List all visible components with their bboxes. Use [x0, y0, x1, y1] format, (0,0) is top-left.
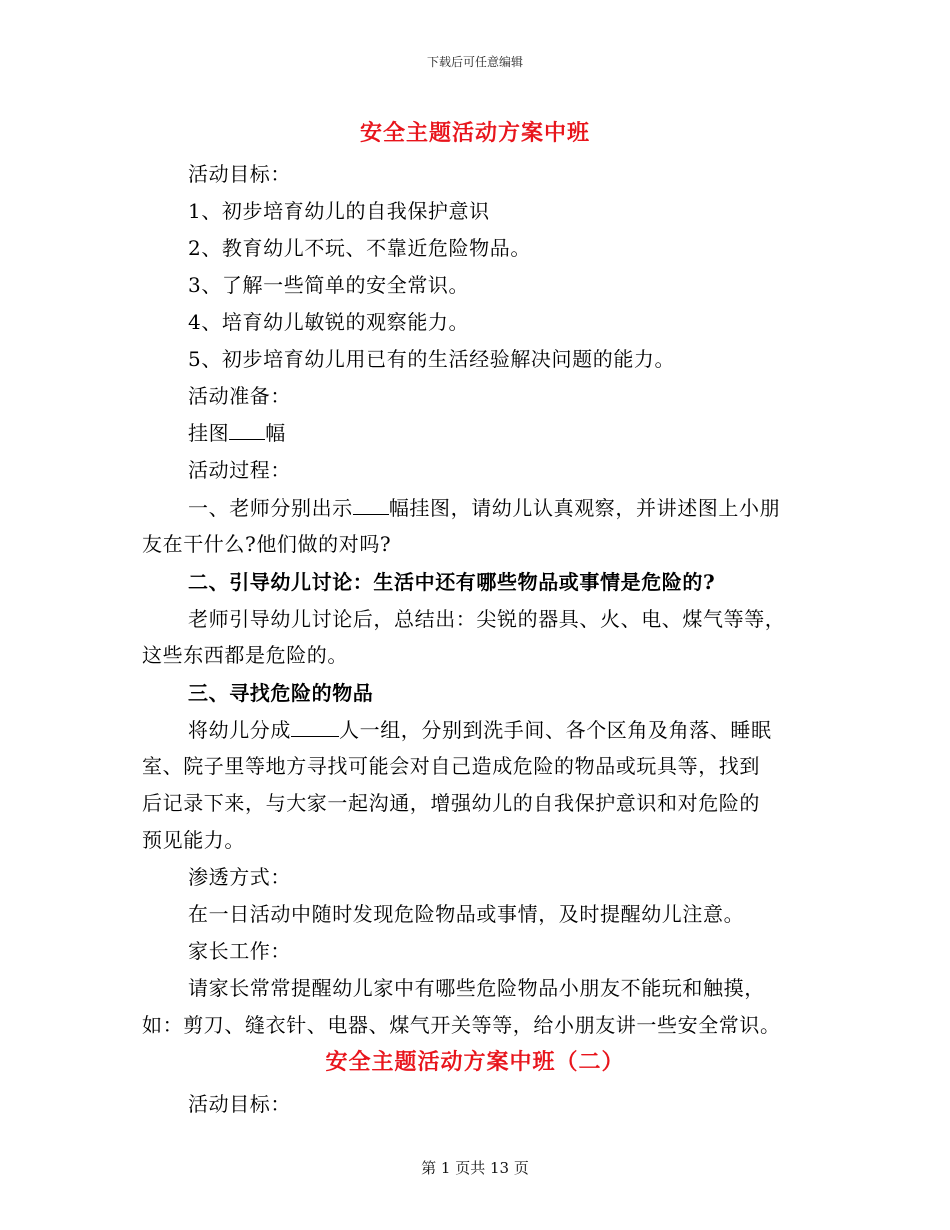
process-heading: 活动过程：	[188, 458, 291, 482]
goal-item: 4、培育幼儿敏锐的观察能力。	[188, 310, 470, 334]
prep-item-unit: 幅	[265, 421, 286, 445]
document-title: 安全主题活动方案中班	[359, 120, 590, 146]
fill-blank	[291, 719, 339, 737]
parent-heading: 家长工作：	[188, 939, 291, 963]
parent-line1: 请家长常常提醒幼儿家中有哪些危险物品小朋友不能玩和触摸，	[188, 976, 765, 1000]
page-header-note: 下载后可任意编辑	[426, 55, 523, 69]
step3-line2: 室、院子里等地方寻找可能会对自己造成危险的物品或玩具等，找到	[142, 754, 760, 778]
goal-heading: 活动目标：	[188, 162, 291, 186]
step3-heading: 三、寻找危险的物品	[188, 681, 374, 705]
step3-line1	[188, 714, 772, 743]
step3-text-b: 人一组，分别到洗手间、各个区角及角落、睡眠	[339, 718, 772, 742]
prep-heading: 活动准备：	[188, 384, 291, 408]
infiltrate-text: 在一日活动中随时发现危险物品或事情，及时提醒幼儿注意。	[188, 902, 745, 926]
step1-line	[188, 492, 780, 521]
parent-line2: 如：剪刀、缝衣针、电器、煤气开关等等，给小朋友讲一些安全常识。	[142, 1013, 781, 1037]
infiltrate-heading: 渗透方式：	[188, 865, 291, 889]
step3-line4: 预见能力。	[142, 828, 245, 852]
step1-text-b: 幅挂图，请幼儿认真观察，并讲述图上小朋	[388, 496, 781, 520]
step1-text-a: 一、老师分别出示	[188, 496, 353, 520]
goal-heading-2: 活动目标：	[188, 1092, 291, 1116]
page-footer: 第 1 页共 13 页	[421, 1159, 529, 1177]
step2-heading: 二、引导幼儿讨论：生活中还有哪些物品或事情是危险的?	[188, 570, 716, 594]
step2-line1: 老师引导幼儿讨论后，总结出：尖锐的器具、火、电、煤气等等，	[188, 607, 786, 631]
goal-item: 5、初步培育幼儿用已有的生活经验解决问题的能力。	[188, 347, 676, 371]
step1-line2: 友在干什么?他们做的对吗?	[142, 532, 392, 556]
step2-line2: 这些东西都是危险的。	[142, 643, 348, 667]
goal-item: 2、教育幼儿不玩、不靠近危险物品。	[188, 236, 531, 260]
prep-item	[188, 417, 286, 446]
fill-blank	[229, 422, 265, 440]
prep-item-text: 挂图	[188, 421, 230, 445]
goal-item: 1、初步培育幼儿的自我保护意识	[188, 199, 490, 223]
goal-item: 3、了解一些简单的安全常识。	[188, 273, 470, 297]
step3-text-a: 将幼儿分成	[188, 718, 291, 742]
fill-blank	[353, 497, 389, 515]
section-title: 安全主题活动方案中班（二）	[325, 1049, 625, 1075]
step3-line3: 后记录下来，与大家一起沟通，增强幼儿的自我保护意识和对危险的	[142, 791, 760, 815]
